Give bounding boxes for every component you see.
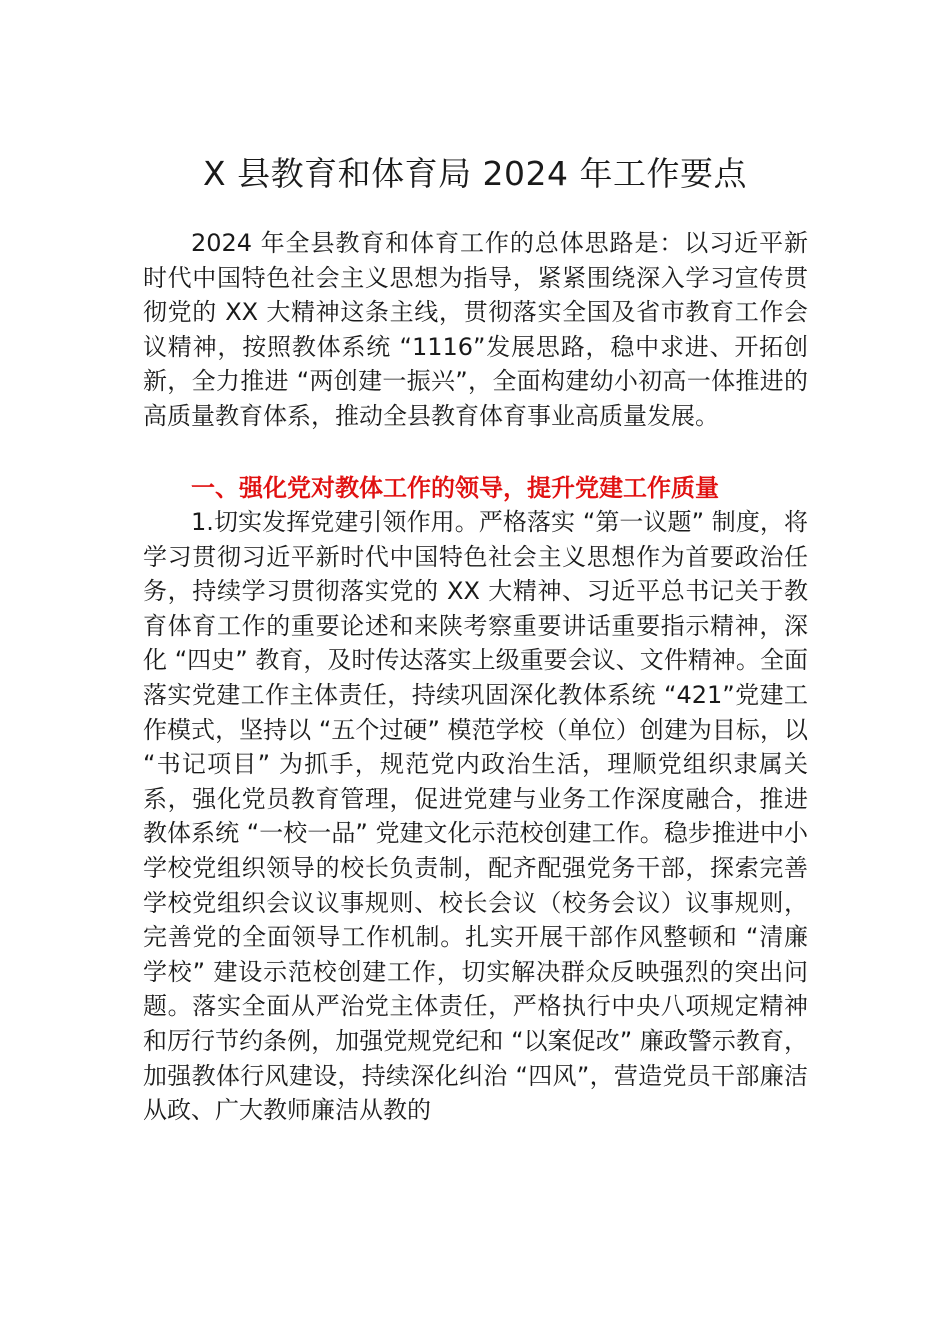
section-one-heading: 一、强化党对教体工作的领导，提升党建工作质量 — [191, 474, 719, 502]
document-title: X 县教育和体育局 2024 年工作要点 — [202, 154, 748, 193]
section-one-body — [143, 505, 808, 1128]
intro-paragraph: 2024 年全县教育和体育工作的总体思路是：以习近平新时代中国特色社会主义思想为指导，紧紧围绕深入学习宣传贯彻党的 XX 大精神这条主线，贯彻落实全国及省市教育工作会议精神，按照教体系统 “1116”发展思路，稳中求进、开拓创新，全力推进 “两创建一振兴”，全面构建幼小初高一体推进的高质量教育体系，推动全县教育体育事业高质量发展。 — [143, 229, 808, 430]
intro-section — [143, 226, 808, 434]
point-one-paragraph: 1.切实发挥党建引领作用。严格落实 “第一议题” 制度，将学习贯彻习近平新时代中国特色社会主义思想作为首要政治任务，持续学习贯彻落实党的 XX 大精神、习近平总书记关于教育体育工作的重要论述和来陕考察重要讲话重要指示精神，深化 “四史” 教育，及时传达落实上级重要会议、文件精神。全面落实党建工作主体责任，持续巩固深化教体系统 “421”党建工作模式，坚持以 “五个过硬” 模范学校（单位）创建为目标，以 “书记项目” 为抓手，规范党内政治生活，理顺党组织隶属关系，强化党员教育管理，促进党建与业务工作深度融合，推进教体系统 “一校一品” 党建文化示范校创建工作。稳步推进中小学校党组织领导的校长负责制，配齐配强党务干部，探索完善学校党组织会议议事规则、校长会议（校务会议）议事规则，完善党的全面领导工作机制。扎实开展干部作风整顿和 “清廉学校” 建设示范校创建工作，切实解决群众反映强烈的突出问题。落实全面从严治党主体责任，严格执行中央八项规定精神和厉行节约条例，加强党规党纪和 “以案促改” 廉政警示教育，加强教体行风建设，持续深化纠治 “四风”，营造党员干部廉洁从政、广大教师廉洁从教的 — [143, 508, 808, 1125]
